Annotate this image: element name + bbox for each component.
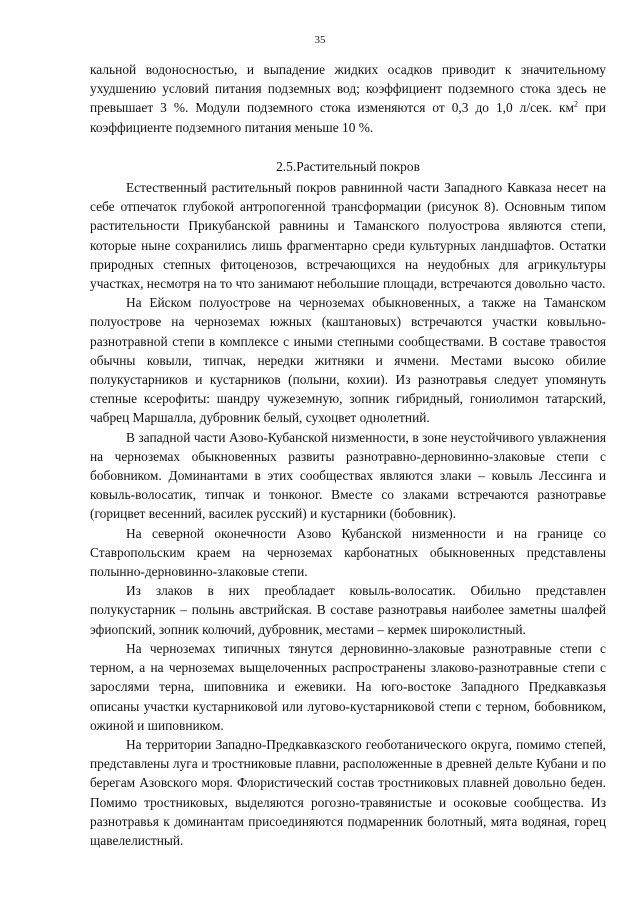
paragraph-1: Естественный растительный покров равнинной части Западного Кавказа несет на себе отпечаток глубокой антропогенной трансформации (рисунок 8). Основным типом растительности Прикубанской равнины и Таманского полуострова являются степи, которые ныне сохранились лишь фрагментарно среди культурных ландшафтов. Остатки природных степных фитоценозов, встречающихся на неудобных для агрикультуры участках, несмотря на то что занимают небольшие площади, встречаются довольно часто. — [90, 180, 606, 292]
section-heading: 2.5.Растительный покров — [276, 158, 420, 174]
page-content — [90, 60, 606, 850]
intro-text: кальной водоносностью, и выпадение жидких осадков приводит к значительному ухудшению условий питания подземных вод; коэффициент подземного стока здесь не превышает 3 %. Модули подземного стока изменяются от 0,3 до 1,0 л/сек. км — [90, 62, 606, 116]
superscript-two: 2 — [573, 99, 578, 109]
paragraph-3: В западной части Азово-Кубанской низменности, в зоне неустойчивого увлажнения на черноземах обыкновенных развиты разнотравно-дерновинно-злаковые степи с бобовником. Доминантами в этих сообществах являются злаки – ковыль Лессинга и ковыль-волосатик, типчак и тонконог. Вместе со злаками встречаются разнотравье (горицвет весенний, василек русский) и кустарники (бобовник). — [90, 429, 606, 522]
page-number: 35 — [314, 34, 326, 46]
paragraph-2: На Ейском полуострове на черноземах обыкновенных, а также на Таманском полуострове на черноземах южных (каштановых) встречаются участки ковыльно-разнотравной степи в комплексе с иными степными сообществами. В составе травостоя обычны ковыли, типчак, нередки житняки и ячмени. Местами высоко обилие полукустарников и кустарников (полыни, кохии). Из разнотравья следует упомянуть степные ксерофиты: шандру чужеземную, зопник гибридный, гониолимон татарский, чабрец Маршалла, дубровник белый, сухоцвет однолетний. — [90, 295, 606, 426]
intro-text-end: при коэффициенте подземного питания меньше 10 %. — [90, 100, 606, 135]
paragraph-5: Из злаков в них преобладает ковыль-волосатик. Обильно представлен полукустарник – полынь австрийская. В составе разнотравья наиболее заметны шалфей эфиопский, зопник колючий, дубровник, местами – кермек широколистный. — [90, 583, 606, 637]
intro-paragraph — [90, 60, 606, 137]
paragraph-7: На территории Западно-Предкавказского геоботанического округа, помимо степей, представлены луга и тростниковые плавни, расположенные в древней дельте Кубани и по берегам Азовского моря. Флористический состав тростниковых плавней довольно беден. Помимо тростниковых, выделяются рогозно-травянистые и осоковые сообщества. Из разнотравья к доминантам присоединяются подмаренник болотный, мята водяная, горец щавелелистный. — [90, 736, 606, 848]
paragraph-4: На северной оконечности Азово Кубанской низменности и на границе со Ставропольским краем на черноземах карбонатных обыкновенных представлены полынно-дерновинно-злаковые степи. — [90, 525, 606, 580]
paragraph-6: На черноземах типичных тянутся дерновинно-злаковые разнотравные степи с терном, а на черноземах выщелоченных распространены злаково-разнотравные степи с зарослями терна, шиповника и ежевики. На юго-востоке Западного Предкавказья описаны участки кустарниковой или лугово-кустарниковой степи с терном, бобовником, ожиной и шиповником. — [90, 640, 606, 733]
